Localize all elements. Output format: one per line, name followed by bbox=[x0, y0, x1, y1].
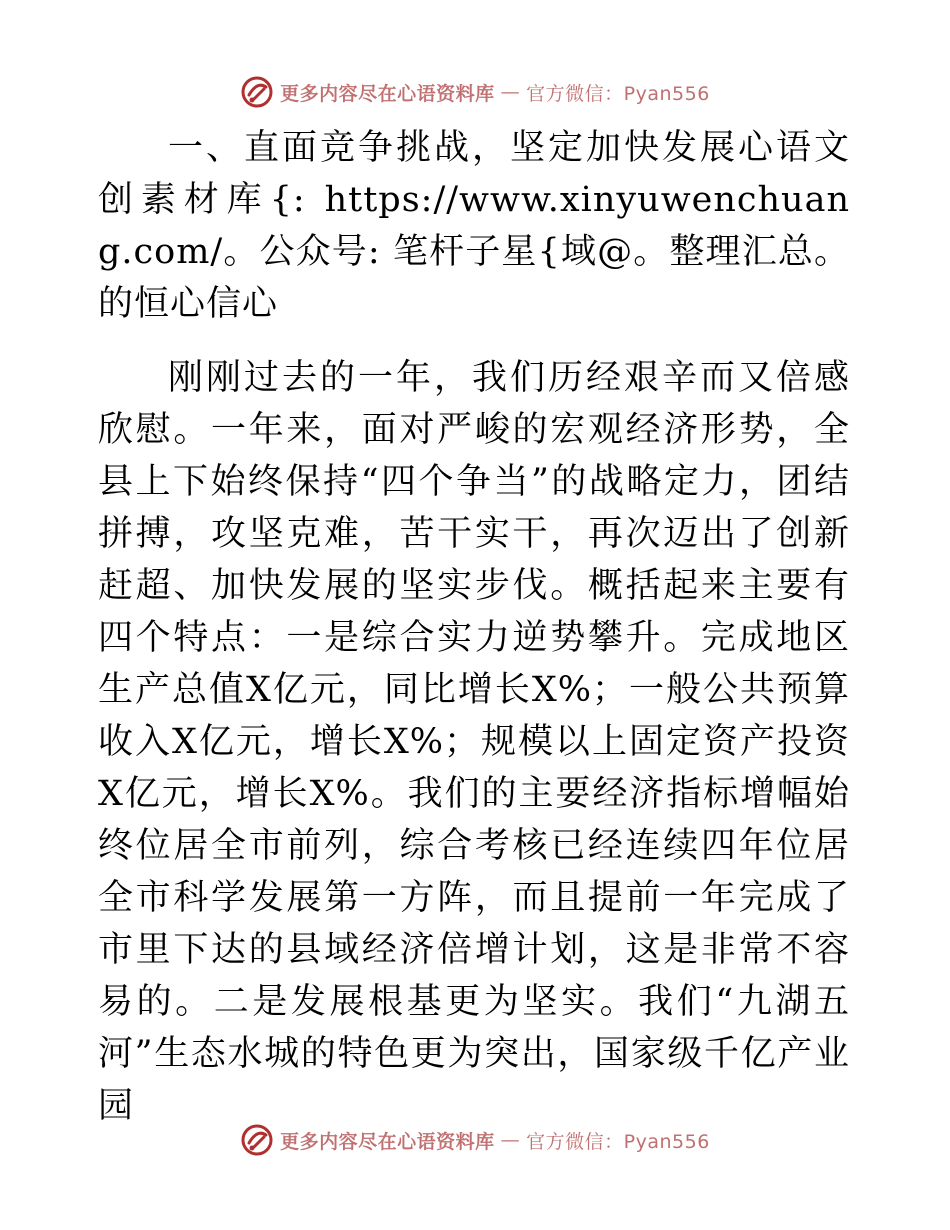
footer-banner-title: 更多内容尽在心语资料库 bbox=[280, 1130, 495, 1153]
section-heading: 一、直面竞争挑战，坚定加快发展心语文创素材库{: https://www.xinyuwenchuang.com/。公众号: 笔杆子星{域@。整理汇总。的恒心信心 bbox=[98, 128, 850, 324]
header-banner bbox=[0, 72, 950, 112]
footer-banner bbox=[0, 1120, 950, 1160]
body-paragraph: 刚刚过去的一年，我们历经艰辛而又倍感欣慰。一年来，面对严峻的宏观经济形势，全县上下始终保持“四个争当”的战略定力，团结拼搏，攻坚克难，苦干实干，再次迈出了创新赶超、加快发展的坚实步伐。概括起来主要有四个特点：一是综合实力逆势攀升。完成地区生产总值X亿元，同比增长X%；一般公共预算收入X亿元，增长X%；规模以上固定资产投资X亿元，增长X%。我们的主要经济指标增幅始终位居全市前列，综合考核已经连续四年位居全市科学发展第一方阵，而且提前一年完成了市里下达的县域经济倍增计划，这是非常不容易的。二是发展根基更为坚实。我们“九湖五河”生态水城的特色更为突出，国家级千亿产业园 bbox=[98, 358, 850, 1126]
header-banner-title: 更多内容尽在心语资料库 bbox=[280, 82, 495, 105]
footer-banner-separator: — bbox=[500, 1129, 521, 1151]
brand-logo-icon bbox=[240, 75, 274, 109]
brand-logo-icon bbox=[240, 1123, 274, 1157]
footer-banner-contact: 官方微信：Pyan556 bbox=[526, 1130, 710, 1153]
header-banner-separator: — bbox=[500, 81, 521, 103]
header-banner-contact: 官方微信：Pyan556 bbox=[526, 82, 710, 105]
document-body bbox=[98, 122, 850, 1132]
